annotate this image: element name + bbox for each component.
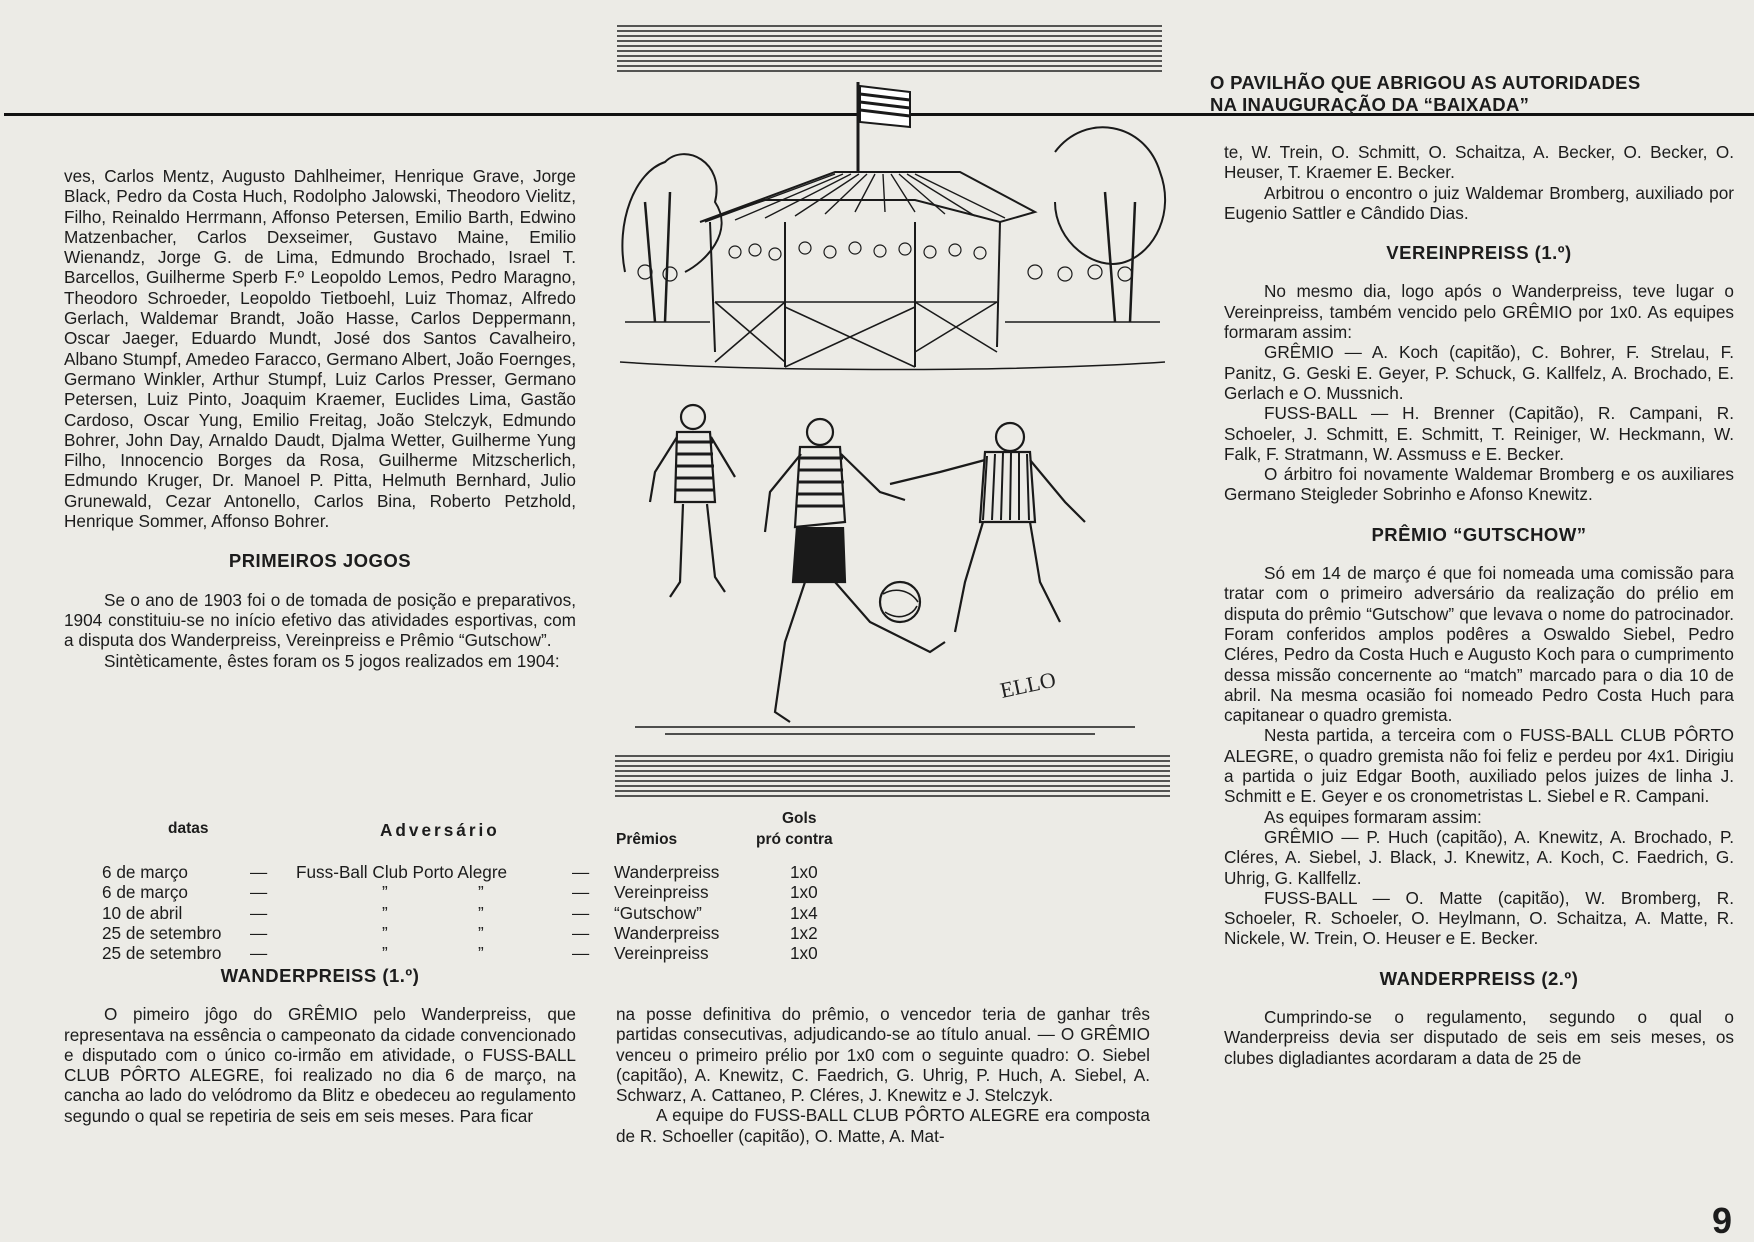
paragraph: Arbitrou o encontro o juiz Waldemar Bromberg, auxiliado por Eugenio Sattler e Cândido Dias. (1224, 182, 1734, 223)
paragraph: na posse definitiva do prêmio, o vencedor teria de ganhar três partidas consecutivas, adjudicando-se ao título anual. — O GRÊMIO venceu o primeiro prélio por 1x0 com o seguinte quadro: O. Siebel (capitão), A. Knewitz, C. Faedrich, G. Uhrig, P. Huch, A. Siebel, A. Schwarz, A. Cattaneo, P. Cléres, J. Knewitz e J. Stelczyk. (616, 1004, 1150, 1106)
row-opponent: Fuss-Ball Club Porto Alegre (296, 862, 508, 882)
right-column (1224, 142, 1734, 1068)
caption-line-1: O PAVILHÃO QUE ABRIGOU AS AUTORIDADES (1210, 72, 1641, 93)
header-adversario: Adversário (380, 820, 500, 840)
row-score: 1x0 (790, 862, 818, 882)
top-hatched-band (617, 22, 1162, 74)
paragraph: A equipe do FUSS-BALL CLUB PÔRTO ALEGRE era composta de R. Schoeller (capitão), O. Matte, A. Mat- (616, 1105, 1150, 1146)
heading-wanderpreiss-1: WANDERPREISS (1.º) (220, 965, 420, 986)
row-prize: Wanderpreiss (614, 862, 720, 882)
row-score: 1x0 (790, 882, 818, 903)
row-opponent-ditto: ” (382, 882, 388, 903)
paragraph: O pimeiro jôgo do GRÊMIO pelo Wanderpreiss, que representava na essência o campeonato da cidade convencionado e disputado com o único co-irmão em atividade, o FUSS-BALL CLUB PÔRTO ALEGRE, foi realizado no dia 6 de março, na cancha ao lado do velódromo da Blitz e obedeceu ao regulamento segundo o qual se repetiria de seis em seis meses. Para ficar (64, 1004, 576, 1126)
row-opponent-ditto: ” (382, 902, 388, 923)
paragraph: As equipes formaram assim: (1264, 806, 1482, 827)
paragraph: GRÊMIO — P. Huch (capitão), A. Knewitz, A. Brochado, P. Cléres, A. Siebel, J. Black, J. Knewitz, A. Koch, C. Faedrich, G. Uhrig, G. Kallfellz. (1224, 826, 1734, 888)
left-column (64, 166, 576, 671)
header-pro-contra: pró contra (756, 831, 833, 848)
paragraph: FUSS-BALL — O. Matte (capitão), W. Bromberg, R. Schoeler, R. Schoeler, O. Heylmann, O. Schaitza, A. Matte, R. Nickele, W. Trein, O. Heuser e E. Becker. (1224, 887, 1734, 949)
row-ditto-mark: ” (478, 922, 484, 943)
paragraph: GRÊMIO — A. Koch (capitão), C. Bohrer, F. Strelau, F. Panitz, G. Geski E. Geyer, P. Schuck, G. Kallfelz, A. Brochado, E. Gerlach e O. Mussnich. (1224, 342, 1734, 403)
row-opponent-ditto: ” (382, 922, 388, 943)
paragraph: Só em 14 de março é que foi nomeada uma comissão para tratar com o primeiro adversário da realização do prélio em disputa do prêmio “Gutschow” que levava o nome do patrocinador. Foram conferidos amplos podêres a Oswaldo Siebel, Pedro Cléres, Pedro da Costa Huch e Augusto Koch para o cumprimento dessa missão concernente ao “match” marcado para o dia 10 de abril. Na mesma ocasião foi nomeado Pedro Costa Huch para capitanear o quadro gremista. (1224, 563, 1734, 726)
row-prize: Vereinpreiss (614, 882, 709, 903)
row-prize: Vereinpreiss (614, 943, 709, 964)
header-gols: Gols (782, 810, 817, 827)
row-score: 1x0 (790, 943, 818, 964)
paragraph: No mesmo dia, logo após o Wanderpreiss, teve lugar o Vereinpreiss, também vencido pelo GRÊMIO por 1x0. As equipes formaram assim: (1224, 281, 1734, 343)
founders-list: ves, Carlos Mentz, Augusto Dahlheimer, Henrique Grave, Jorge Black, Pedro da Costa Huch, Rodolpho Jalowski, Theodoro Vielitz, Filho, Reinaldo Herrmann, Affonso Petersen, Emilio Barth, Edwino Matzenbacher, Carlos Dexseimer, Gustavo Maine, Emilio Wienandz, Jorge G. de Lima, Edmundo Brochado, Israel T. Barcellos, Guilherme Sperb F.º Leopoldo Lemos, Pedro Maragno, Theodoro Schroeder, Leopoldo Tietboehl, Luiz Thomaz, Alfredo Gerlach, Waldemar Brandt, João Hasse, Carlos Deppermann, Oscar Jaeger, Eduardo Mundt, José dos Santos Cavalheiro, Albano Stumpf, Amedeo Faracco, Germano Albert, João Foernges, Germano Winkler, Arthur Stumpf, Luiz Carlos Presser, Germano Petersen, Luiz Pinto, Joaquim Kraemer, Euclides Lima, Gastão Cardoso, Oscar Yung, Emilio Freitag, João Stelczyk, Edmundo Bohrer, John Day, Arnaldo Daudt, Djalma Wetter, Guilherme Yung Filho, Innocencio Borges da Rosa, Guilherme Mitzscherlich, Edmundo Kruger, Dr. Manoel P. Pitta, Helmuth Bernhard, Julio Grunewald, Cezar Antonello, Carlos Bina, Roberto Petzhold, Henrique Sommer, Affonso Bohrer. (64, 166, 576, 532)
row-dash: — (250, 882, 268, 903)
middle-column (616, 1004, 1150, 1146)
row-dash: — (250, 943, 268, 964)
left-column-lower (64, 966, 576, 1126)
row-dash: — (572, 882, 590, 903)
row-date: 25 de setembro (102, 943, 222, 964)
row-score: 1x2 (790, 922, 818, 943)
row-date: 25 de setembro (102, 922, 222, 943)
row-ditto-mark: ” (478, 902, 484, 923)
row-dash: — (250, 862, 268, 882)
row-dash: — (250, 902, 268, 923)
row-ditto-mark: ” (478, 943, 484, 964)
pavilion-football-illustration (615, 22, 1175, 800)
paragraph: FUSS-BALL — H. Brenner (Capitão), R. Campani, R. Schoeler, J. Schmitt, E. Schmitt, T. Reiniger, W. Heckmann, W. Falk, F. Stratmann, W. Assmuss e E. Becker. (1224, 403, 1734, 464)
row-prize: “Gutschow” (614, 902, 702, 923)
paragraph: Se o ano de 1903 foi o de tomada de posição e preparativos, 1904 constituiu-se no início efetivo das atividades esportivas, com a disputa dos Wanderpreiss, Vereinpreiss e Prêmio “Gutschow”. (64, 589, 576, 651)
row-date: 6 de março (102, 862, 188, 882)
page-number: 9 (1712, 1200, 1733, 1241)
row-opponent-ditto: ” (382, 943, 388, 964)
row-dash: — (250, 922, 268, 943)
heading-wanderpreiss-2: WANDERPREISS (2.º) (1379, 967, 1579, 989)
header-datas: datas (168, 820, 209, 837)
paragraph: Nesta partida, a terceira com o FUSS-BALL CLUB PÔRTO ALEGRE, o quadro gremista não foi feliz e perdeu por 4x1. Dirigiu a partida o juiz Edgar Booth, auxiliado pelos juizes de linha J. Schmitt e E. Geyer e os cronometristas L. Siebel e R. Campani. (1224, 725, 1734, 807)
row-date: 6 de março (102, 882, 188, 903)
row-ditto-mark: ” (478, 882, 484, 903)
row-dash: — (572, 943, 590, 964)
bottom-hatched-band (615, 756, 1170, 796)
artist-signature: ELLO (997, 666, 1059, 703)
paragraph: te, W. Trein, O. Schmitt, O. Schaitza, A. Becker, O. Becker, O. Heuser, T. Kraemer E. Becker. (1224, 142, 1734, 183)
row-date: 10 de abril (102, 902, 183, 923)
caption-line-2: NA INAUGURAÇÃO DA “BAIXADA” (1210, 94, 1530, 115)
row-dash: — (572, 862, 590, 882)
header-premios: Prêmios (616, 831, 678, 848)
heading-vereinpreiss-1: VEREINPREISS (1.º) (1386, 242, 1572, 264)
illustration-caption (1210, 72, 1750, 116)
heading-primeiros-jogos: PRIMEIROS JOGOS (228, 550, 412, 572)
row-score: 1x4 (790, 902, 818, 923)
paragraph: O árbitro foi novamente Waldemar Bromberg e os auxiliares Germano Steigleder Sobrinho e Afonso Knewitz. (1224, 464, 1734, 505)
row-dash: — (572, 902, 590, 923)
row-dash: — (572, 922, 590, 943)
heading-premio-gutschow: PRÊMIO “GUTSCHOW” (1371, 523, 1587, 545)
row-prize: Wanderpreiss (614, 922, 720, 943)
paragraph: Sintèticamente, êstes foram os 5 jogos realizados em 1904: (104, 650, 560, 671)
paragraph: Cumprindo-se o regulamento, segundo o qual o Wanderpreiss devia ser disputado de seis em seis meses, os clubes digladiantes acordaram a data de 25 de (1224, 1006, 1734, 1068)
